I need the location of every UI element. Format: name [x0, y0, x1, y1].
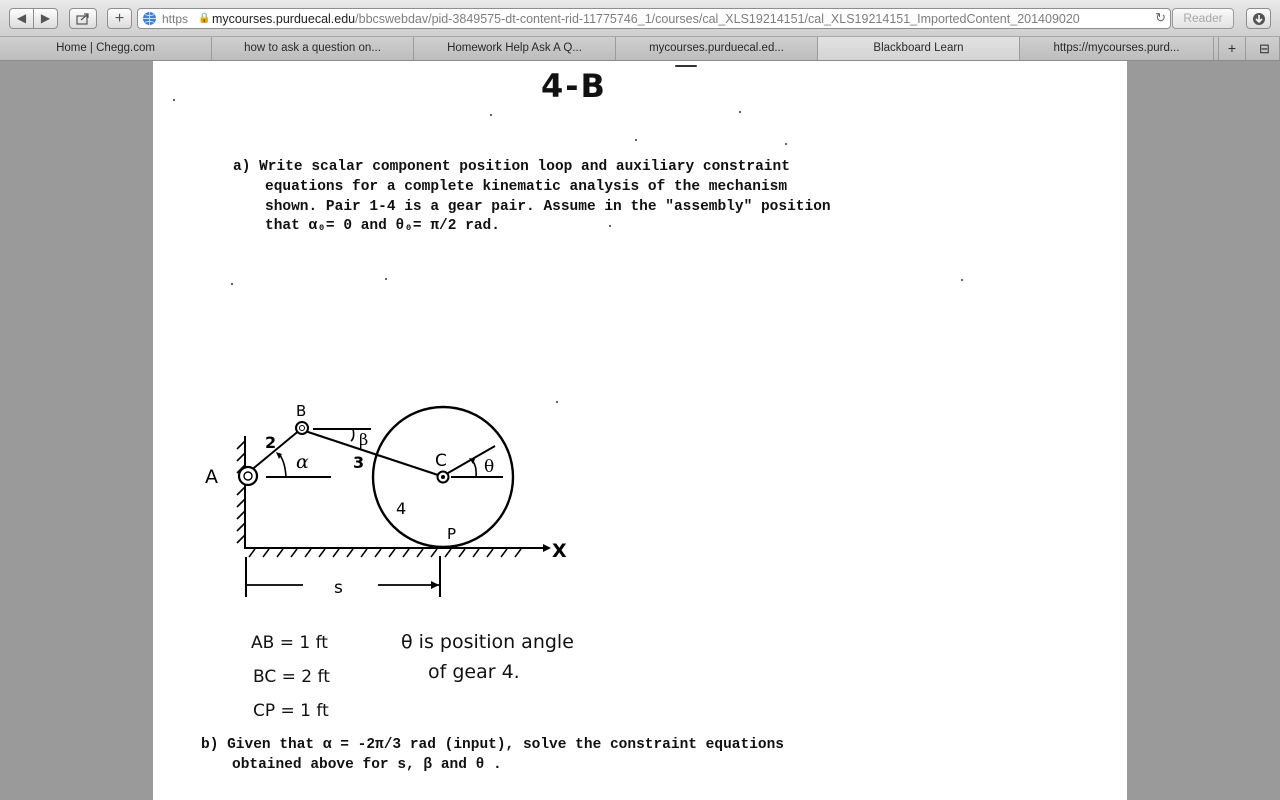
scan-speck	[609, 225, 611, 227]
add-bookmark-button[interactable]	[107, 8, 132, 29]
given-ab: AB = 1 ft	[251, 633, 328, 653]
globe-icon	[142, 11, 157, 26]
add-bookmark-icon: +	[114, 10, 125, 27]
tab[interactable]	[414, 37, 616, 60]
label-p: P	[447, 525, 457, 543]
label-alpha: α	[296, 451, 309, 473]
scan-mark	[675, 65, 697, 67]
downloads-icon	[1252, 12, 1266, 26]
tab-label: Blackboard Learn	[873, 42, 964, 54]
scan-speck	[173, 99, 175, 101]
label-gear-4: 4	[396, 499, 407, 518]
tab-bar	[0, 37, 1280, 61]
given-cp: CP = 1 ft	[253, 701, 329, 721]
tab-label: mycourses.purduecal.ed...	[649, 42, 784, 54]
alpha-arc	[279, 454, 286, 477]
tab-label: Homework Help Ask A Q...	[447, 42, 582, 54]
label-b: B	[296, 402, 307, 420]
forward-icon: ▶	[40, 11, 51, 25]
given-bc: BC = 2 ft	[253, 667, 330, 687]
reload-icon[interactable]: ↻	[1155, 10, 1166, 25]
s-dim-arrow	[431, 581, 439, 589]
share-button[interactable]	[69, 8, 97, 29]
theta-note-line-1: θ is position angle	[401, 631, 574, 653]
lock-icon: 🔒	[198, 13, 211, 24]
tab-active[interactable]	[818, 37, 1020, 60]
ground-hatching	[249, 549, 521, 557]
part-b-line-1: b) Given that α = -2π/3 rad (input), solve the constraint equations	[201, 737, 784, 753]
wall-hatching	[237, 441, 245, 543]
address-bar[interactable]	[137, 8, 1171, 29]
tab-label: how to ask a question on...	[244, 42, 381, 54]
url-scheme: https	[162, 12, 189, 26]
share-icon	[76, 13, 90, 25]
tab-label: https://mycourses.purd...	[1053, 42, 1180, 54]
part-a-line-2: equations for a complete kinematic analysis of the mechanism	[265, 179, 788, 195]
new-tab-icon: +	[1227, 40, 1237, 56]
tab-overview-button[interactable]	[1250, 37, 1280, 60]
label-beta: β	[359, 430, 369, 449]
tab-label: Home | Chegg.com	[56, 42, 155, 54]
document-page	[153, 61, 1127, 800]
part-b-line-2: obtained above for s, β and θ .	[232, 757, 502, 773]
x-axis-arrow	[543, 544, 551, 552]
back-button[interactable]	[9, 8, 34, 29]
tab[interactable]	[616, 37, 818, 60]
part-a-line-1: a) Write scalar component position loop and auxiliary constraint	[233, 159, 790, 175]
reader-button[interactable]: Reader	[1172, 8, 1234, 29]
label-s: s	[334, 578, 343, 598]
tab[interactable]	[1020, 37, 1214, 60]
label-link-3: 3	[353, 453, 365, 472]
part-a-line-4: that α₀= 0 and θ₀= π/2 rad.	[265, 218, 500, 234]
url-host: mycourses.purduecal.edu	[212, 12, 356, 26]
scan-speck	[961, 279, 963, 281]
downloads-button[interactable]	[1246, 8, 1271, 29]
part-a-line-3: shown. Pair 1-4 is a gear pair. Assume in the "assembly" position	[265, 199, 831, 215]
scan-speck	[385, 278, 387, 280]
browser-toolbar	[0, 0, 1280, 37]
label-c: C	[435, 451, 447, 471]
label-a: A	[205, 466, 218, 488]
label-x: X	[552, 540, 567, 562]
back-icon: ◀	[16, 11, 27, 25]
scan-speck	[739, 111, 741, 113]
pivot-b	[296, 422, 308, 434]
scan-speck	[785, 143, 787, 145]
url-text[interactable]	[212, 12, 1152, 26]
pivot-a	[239, 467, 257, 485]
theta-note-line-2: of gear 4.	[428, 661, 520, 683]
pivot-c-center	[441, 475, 445, 479]
forward-button[interactable]	[33, 8, 58, 29]
mechanism-diagram	[193, 391, 593, 606]
label-theta: θ	[484, 457, 495, 477]
new-tab-button[interactable]	[1218, 37, 1246, 60]
tab[interactable]	[212, 37, 414, 60]
tab-overview-icon: ⊟	[1259, 41, 1270, 56]
beta-arc	[351, 429, 354, 441]
link-3	[305, 431, 438, 475]
label-link-2: 2	[265, 433, 277, 452]
scan-speck	[635, 139, 637, 141]
page-heading: 4-B	[541, 67, 607, 105]
scan-speck	[231, 283, 233, 285]
url-path: /bbcswebdav/pid-3849575-dt-content-rid-11775746_1/courses/cal_XLS19214151/cal_XLS19214151_ImportedContent_201409020	[355, 12, 1080, 26]
scan-speck	[490, 114, 492, 116]
tab[interactable]	[0, 37, 212, 60]
